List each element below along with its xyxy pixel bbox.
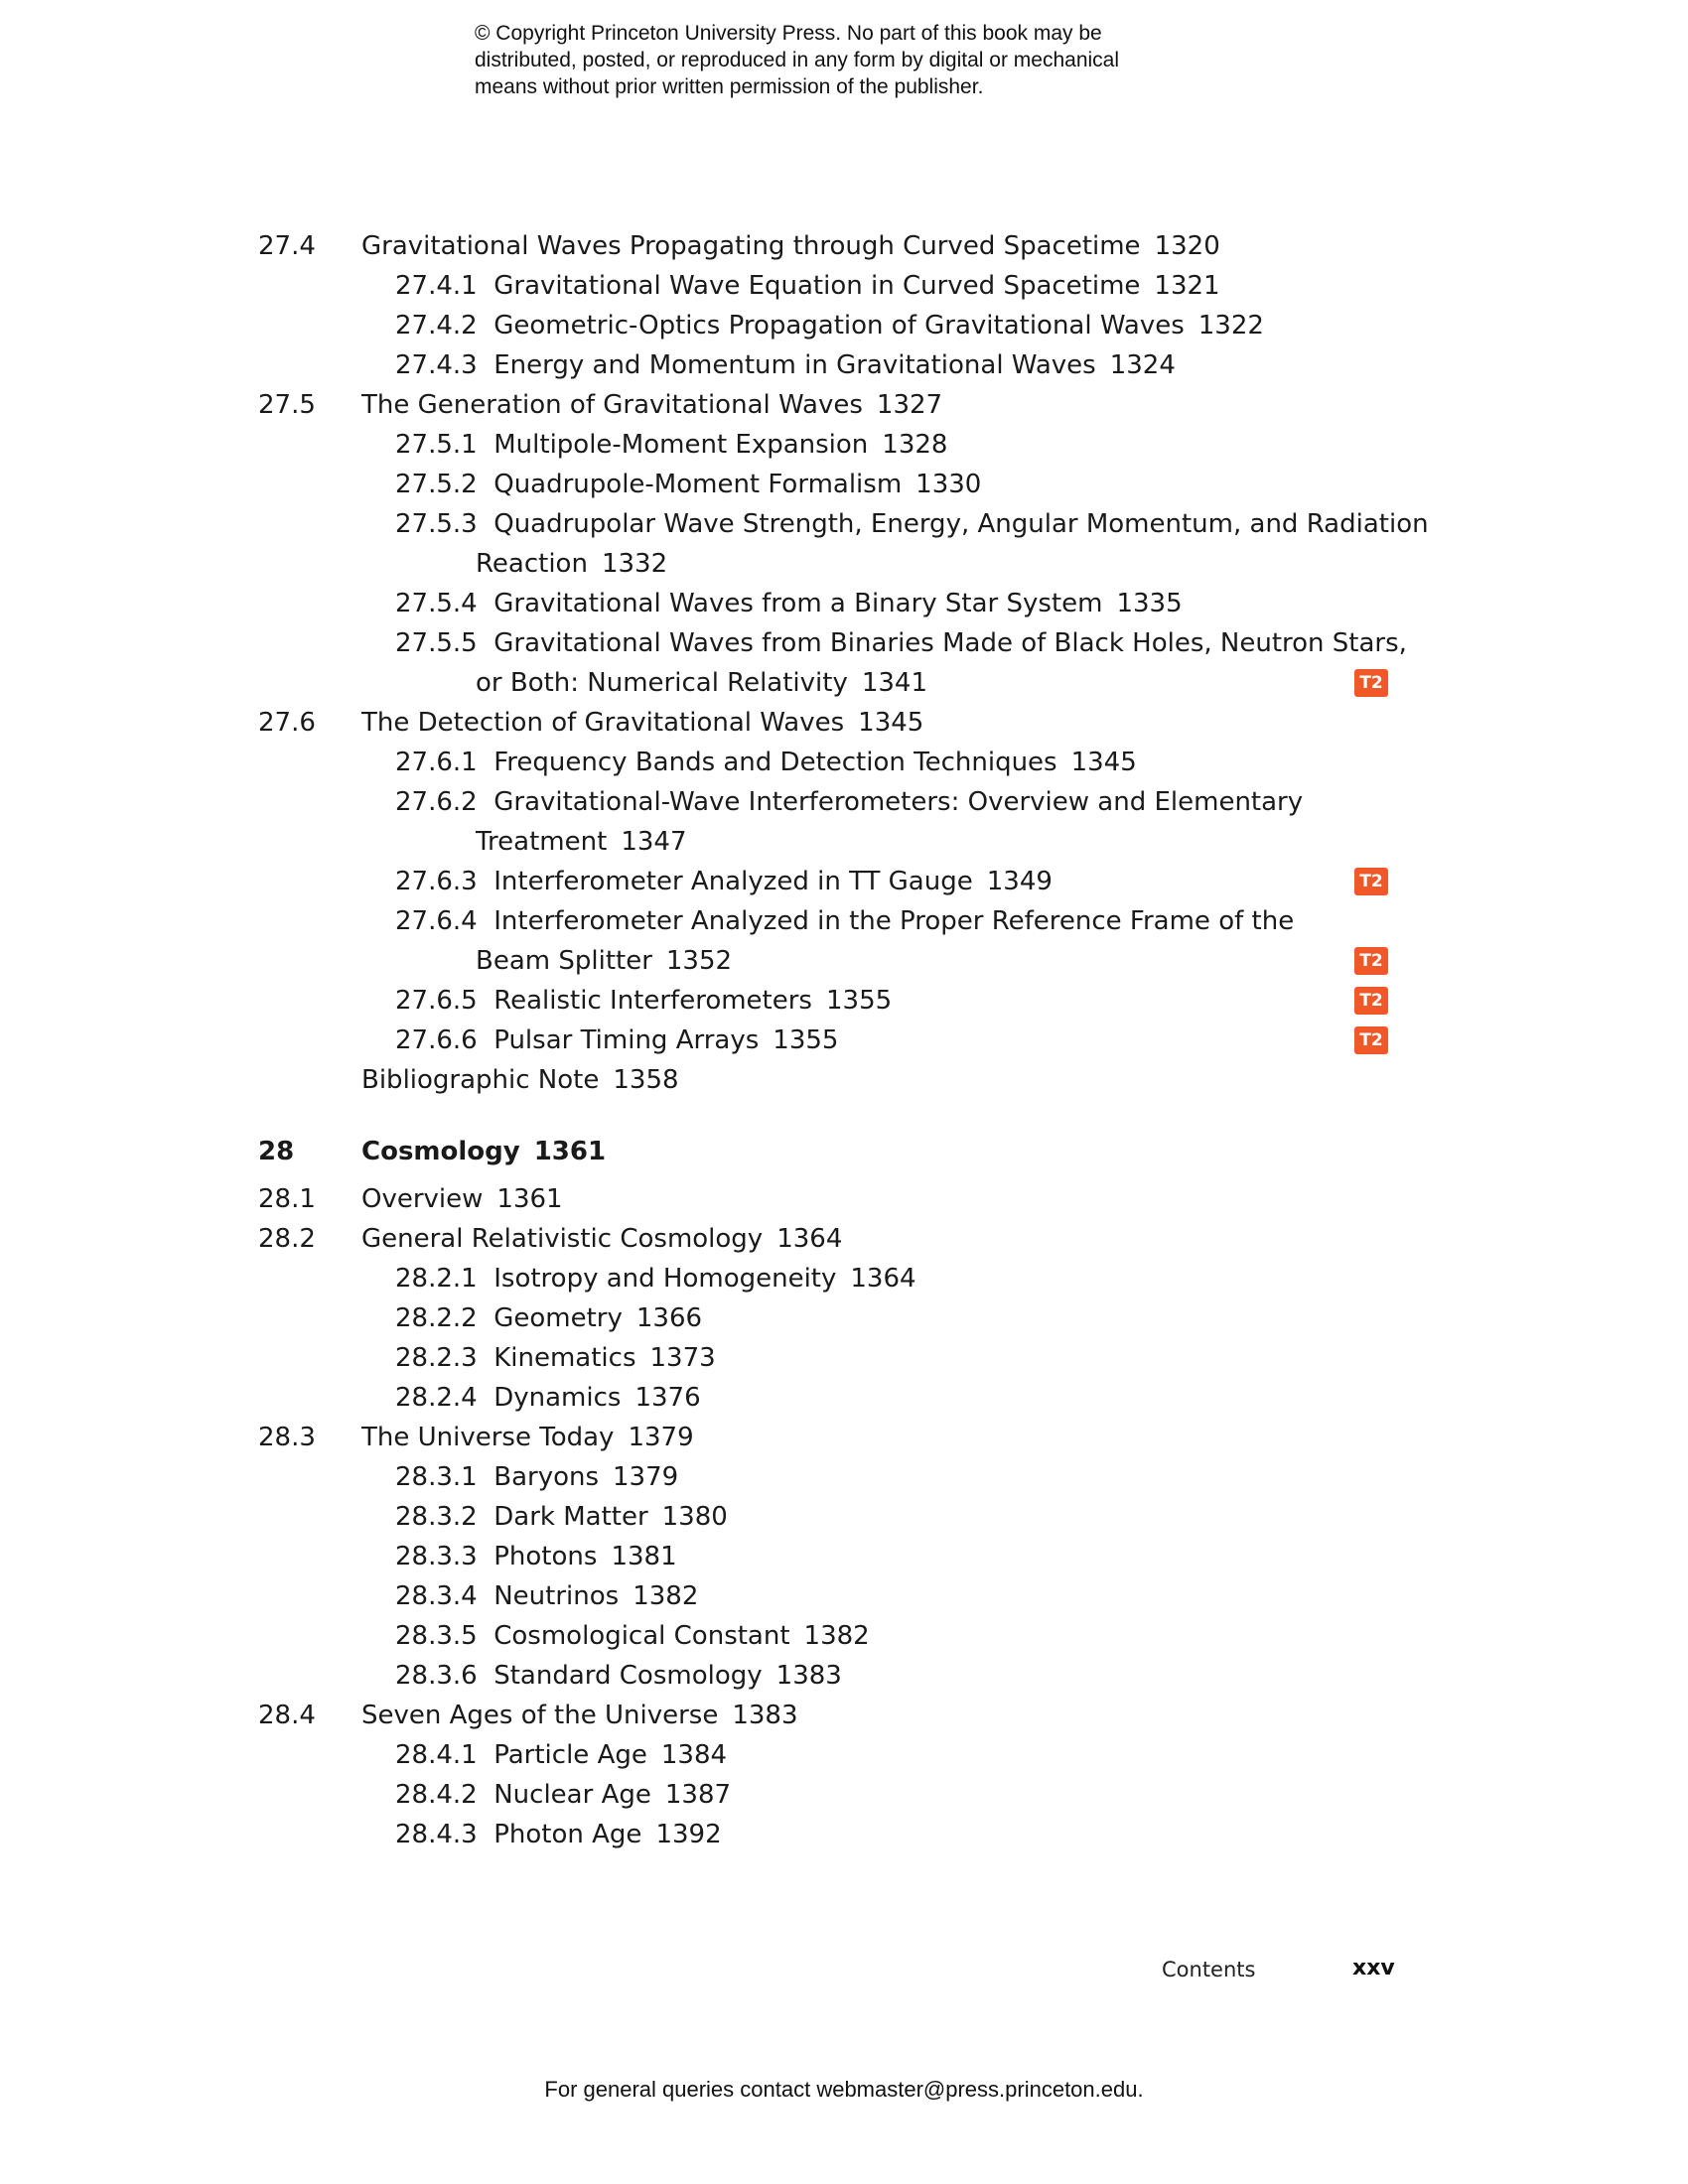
track-two-badge: T2 — [1354, 987, 1388, 1015]
subsection-title: Multipole-Moment Expansion — [493, 430, 869, 460]
subsection-number: 27.5.1 — [395, 430, 478, 460]
subsection-title: Particle Age — [493, 1740, 647, 1770]
page-number: 1335 — [1116, 589, 1183, 618]
page-number: 1376 — [634, 1383, 701, 1413]
toc-subsection — [0, 981, 1688, 1021]
toc-subsection — [0, 1576, 1688, 1616]
page-number: 1387 — [664, 1780, 732, 1810]
toc-subsection — [0, 743, 1688, 782]
page-number: 1327 — [876, 390, 943, 420]
subsection-title: Frequency Bands and Detection Techniques — [493, 748, 1057, 777]
subsection-number: 28.3.2 — [395, 1502, 478, 1532]
subsection-number: 28.2.4 — [395, 1383, 478, 1413]
page-number: 1320 — [1154, 231, 1220, 261]
subsection-title: Pulsar Timing Arrays — [493, 1025, 760, 1055]
subsection-title: Gravitational Waves from a Binary Star System — [493, 589, 1103, 618]
toc-chapter — [0, 1132, 1688, 1171]
section-number: 27.5 — [258, 390, 316, 420]
section-number: 28.2 — [258, 1224, 316, 1254]
subsection-number: 28.3.4 — [395, 1581, 478, 1611]
subsection-number: 28.4.1 — [395, 1740, 478, 1770]
copyright-line: distributed, posted, or reproduced in any form by digital or mechanical — [475, 49, 1120, 71]
section-number: 27.6 — [258, 708, 316, 738]
section-number: 27.4 — [258, 231, 316, 261]
page-number: 1364 — [776, 1224, 843, 1254]
page-number: 1361 — [496, 1184, 563, 1214]
page-number: 1384 — [660, 1740, 728, 1770]
subsection-title: Cosmological Constant — [493, 1621, 790, 1651]
page-number: 1330 — [915, 470, 982, 499]
page-number: 1352 — [665, 946, 733, 976]
subsection-title: Neutrinos — [493, 1581, 620, 1611]
subsection-title-continued: Treatment — [476, 827, 608, 857]
section-title: Overview — [361, 1184, 484, 1214]
toc-section — [0, 1179, 1688, 1219]
page-number: 1382 — [633, 1581, 699, 1611]
toc-subsection — [0, 862, 1688, 901]
page-number: 1382 — [803, 1621, 870, 1651]
page-number: 1345 — [1070, 748, 1137, 777]
page-number: 1381 — [611, 1542, 677, 1571]
toc-subsection-continued — [0, 822, 1688, 862]
page-number: 1379 — [613, 1462, 679, 1492]
page-number: 1321 — [1154, 271, 1220, 301]
subsection-title: Interferometer Analyzed in the Proper Reference Frame of the — [493, 906, 1295, 936]
table-of-contents — [0, 226, 1688, 1854]
section-title: General Relativistic Cosmology — [361, 1224, 764, 1254]
toc-subsection — [0, 1815, 1688, 1854]
page-number: 1341 — [861, 668, 928, 698]
subsection-title: Isotropy and Homogeneity — [493, 1264, 837, 1294]
page-number: 1383 — [732, 1701, 798, 1730]
subsection-title: Nuclear Age — [493, 1780, 651, 1810]
toc-subsection — [0, 1298, 1688, 1338]
toc-section — [0, 1696, 1688, 1735]
copyright-line: © Copyright Princeton University Press. No part of this book may be — [475, 22, 1102, 45]
section-number: 28.4 — [258, 1701, 316, 1730]
subsection-number: 27.4.1 — [395, 271, 478, 301]
toc-subsection-continued — [0, 663, 1688, 703]
subsection-title: Standard Cosmology — [493, 1661, 763, 1691]
section-title: Bibliographic Note — [361, 1065, 600, 1095]
page-number: 1379 — [628, 1423, 694, 1452]
subsection-number: 28.2.1 — [395, 1264, 478, 1294]
page-number: 1328 — [882, 430, 948, 460]
subsection-title: Quadrupole-Moment Formalism — [493, 470, 903, 499]
toc-subsection — [0, 623, 1688, 663]
toc-subsection — [0, 345, 1688, 385]
toc-subsection — [0, 1735, 1688, 1775]
page-number: 1361 — [533, 1137, 607, 1166]
page-number: 1324 — [1109, 350, 1176, 380]
subsection-number: 27.4.2 — [395, 311, 478, 341]
toc-subsection — [0, 465, 1688, 504]
toc-bibliographic-note — [0, 1060, 1688, 1100]
toc-subsection — [0, 1021, 1688, 1060]
toc-section — [0, 226, 1688, 266]
page-number: 1364 — [850, 1264, 916, 1294]
chapter-title: Cosmology — [361, 1137, 520, 1166]
section-title: The Universe Today — [361, 1423, 615, 1452]
subsection-title-continued: Reaction — [476, 549, 588, 579]
folio-page-number: xxv — [1352, 1956, 1395, 1980]
page-number: 1380 — [661, 1502, 728, 1532]
running-footer-label: Contents — [1162, 1958, 1256, 1981]
page-number: 1347 — [621, 827, 687, 857]
subsection-title: Geometry — [493, 1303, 623, 1333]
subsection-title: Gravitational Wave Equation in Curved Spacetime — [493, 271, 1141, 301]
subsection-number: 27.5.3 — [395, 509, 478, 539]
toc-section — [0, 703, 1688, 743]
spacer — [0, 1171, 1688, 1179]
contact-notice: For general queries contact webmaster@press.princeton.edu. — [544, 2077, 1144, 2102]
subsection-number: 27.6.3 — [395, 867, 478, 896]
subsection-number: 27.6.6 — [395, 1025, 478, 1055]
toc-subsection-continued — [0, 941, 1688, 981]
toc-section — [0, 1418, 1688, 1457]
toc-subsection — [0, 266, 1688, 306]
subsection-title: Gravitational-Wave Interferometers: Overview and Elementary — [493, 787, 1304, 817]
track-two-badge: T2 — [1354, 669, 1388, 697]
subsection-title: Dynamics — [493, 1383, 622, 1413]
page-number: 1358 — [613, 1065, 679, 1095]
section-title: The Generation of Gravitational Waves — [361, 390, 863, 420]
toc-subsection — [0, 1378, 1688, 1418]
subsection-title: Quadrupolar Wave Strength, Energy, Angular Momentum, and Radiation — [493, 509, 1429, 539]
section-title: Seven Ages of the Universe — [361, 1701, 719, 1730]
subsection-number: 28.4.2 — [395, 1780, 478, 1810]
track-two-badge: T2 — [1354, 947, 1388, 975]
section-number: 28.1 — [258, 1184, 316, 1214]
section-title: The Detection of Gravitational Waves — [361, 708, 845, 738]
chapter-number: 28 — [258, 1137, 295, 1166]
subsection-number: 27.5.5 — [395, 628, 478, 658]
subsection-title: Photons — [493, 1542, 598, 1571]
section-number: 28.3 — [258, 1423, 316, 1452]
toc-section — [0, 385, 1688, 425]
page-number: 1366 — [635, 1303, 703, 1333]
subsection-title: Kinematics — [493, 1343, 636, 1373]
subsection-number: 28.3.1 — [395, 1462, 478, 1492]
subsection-title-continued: Beam Splitter — [476, 946, 652, 976]
page-number: 1383 — [775, 1661, 842, 1691]
page-number: 1355 — [773, 1025, 839, 1055]
toc-subsection — [0, 504, 1688, 544]
subsection-number: 27.5.4 — [395, 589, 478, 618]
page-number: 1332 — [601, 549, 668, 579]
subsection-number: 28.4.3 — [395, 1820, 478, 1849]
subsection-number: 27.6.4 — [395, 906, 478, 936]
subsection-number: 27.6.5 — [395, 986, 478, 1016]
subsection-title: Baryons — [493, 1462, 600, 1492]
toc-subsection — [0, 1259, 1688, 1298]
subsection-title: Interferometer Analyzed in TT Gauge — [493, 867, 973, 896]
page-number: 1349 — [986, 867, 1053, 896]
subsection-title: Gravitational Waves from Binaries Made of Black Holes, Neutron Stars, — [493, 628, 1407, 658]
subsection-title: Geometric-Optics Propagation of Gravitational Waves — [493, 311, 1185, 341]
track-two-badge: T2 — [1354, 868, 1388, 895]
toc-subsection — [0, 1338, 1688, 1378]
subsection-number: 28.3.5 — [395, 1621, 478, 1651]
subsection-number: 28.3.3 — [395, 1542, 478, 1571]
toc-subsection — [0, 1616, 1688, 1656]
subsection-title: Dark Matter — [493, 1502, 648, 1532]
toc-subsection — [0, 584, 1688, 623]
toc-section — [0, 1219, 1688, 1259]
subsection-number: 27.6.2 — [395, 787, 478, 817]
subsection-number: 28.3.6 — [395, 1661, 478, 1691]
subsection-title: Energy and Momentum in Gravitational Waves — [493, 350, 1096, 380]
page-number: 1355 — [825, 986, 893, 1016]
toc-subsection — [0, 1656, 1688, 1696]
subsection-title: Photon Age — [493, 1820, 642, 1849]
subsection-number: 27.5.2 — [395, 470, 478, 499]
toc-subsection — [0, 782, 1688, 822]
toc-subsection — [0, 1457, 1688, 1497]
toc-subsection — [0, 901, 1688, 941]
subsection-title: Realistic Interferometers — [493, 986, 812, 1016]
toc-subsection — [0, 1775, 1688, 1815]
subsection-number: 28.2.3 — [395, 1343, 478, 1373]
toc-subsection-continued — [0, 544, 1688, 584]
subsection-number: 28.2.2 — [395, 1303, 478, 1333]
subsection-number: 27.4.3 — [395, 350, 478, 380]
toc-subsection — [0, 1497, 1688, 1537]
section-title: Gravitational Waves Propagating through Curved Spacetime — [361, 231, 1141, 261]
page-number: 1345 — [858, 708, 924, 738]
copyright-line: means without prior written permission of the publisher. — [475, 75, 984, 98]
spacer — [0, 1100, 1688, 1132]
subsection-number: 27.6.1 — [395, 748, 478, 777]
track-two-badge: T2 — [1354, 1026, 1388, 1054]
subsection-title-continued: or Both: Numerical Relativity — [476, 668, 848, 698]
toc-subsection — [0, 1537, 1688, 1576]
toc-subsection — [0, 425, 1688, 465]
page-number: 1373 — [649, 1343, 716, 1373]
page-number: 1392 — [655, 1820, 722, 1849]
copyright-notice — [475, 20, 1170, 100]
page-number: 1322 — [1197, 311, 1264, 341]
toc-subsection — [0, 306, 1688, 345]
